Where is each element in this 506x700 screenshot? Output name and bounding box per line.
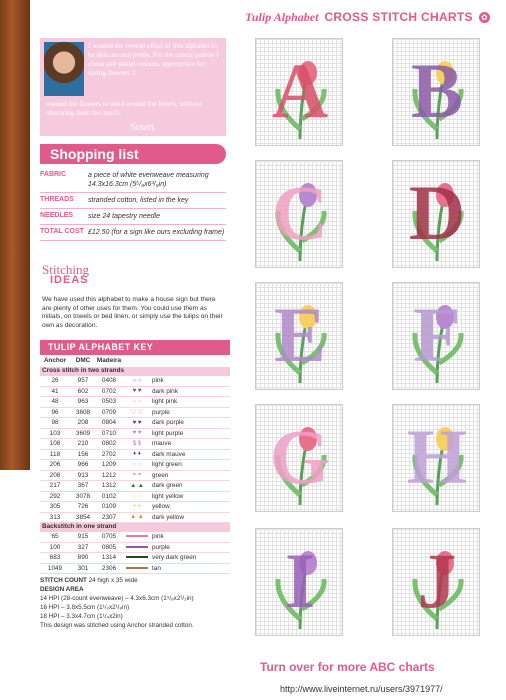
dmc-cell: 602 <box>77 387 89 395</box>
page-header <box>245 8 505 26</box>
key-footer <box>40 576 230 630</box>
tulip-motif-icon <box>256 529 344 637</box>
shopping-title: Shopping list <box>50 146 139 162</box>
dmc-cell: 957 <box>77 377 89 385</box>
item-key: FABRIC <box>40 171 67 178</box>
madeira-cell: 0804 <box>101 419 117 427</box>
dmc-cell: 327 <box>77 543 89 551</box>
signature: Susan. <box>130 122 157 133</box>
table-row <box>40 553 230 564</box>
stitch-symbol-icon: ♡ ♡ <box>130 409 144 416</box>
madeira-cell: 2306 <box>101 564 117 572</box>
madeira-cell: 0702 <box>101 387 117 395</box>
madeira-cell: 0102 <box>101 492 117 500</box>
source-url: http://www.liveinternet.ru/users/3971977/ <box>280 684 443 694</box>
key-header <box>40 357 230 367</box>
dmc-cell: 3608 <box>75 408 91 416</box>
anchor-cell: 100 <box>49 543 61 551</box>
table-row <box>40 502 230 513</box>
anchor-cell: 103 <box>49 429 61 437</box>
dmc-cell: 3854 <box>75 513 91 521</box>
design-area-label: DESIGN AREA <box>40 586 84 593</box>
colour-name: dark mauve <box>152 450 186 458</box>
colour-name: purple <box>152 408 170 416</box>
anchor-cell: 98 <box>51 419 59 427</box>
table-row <box>40 471 230 482</box>
key-section-cross: Cross stitch in two strands <box>40 367 230 376</box>
list-item <box>40 193 226 209</box>
colour-name: purple <box>152 543 170 551</box>
chart-letter-f <box>392 282 480 390</box>
quote-text-b: wanted the flowers to wind around the letters, without obscuring them too much. <box>46 100 202 117</box>
chart-letter-i <box>255 528 343 636</box>
colour-name: pink <box>152 533 164 541</box>
anchor-cell: 1049 <box>47 564 63 572</box>
anchor-cell: 683 <box>49 554 61 562</box>
list-item <box>40 209 226 225</box>
dmc-cell: 890 <box>77 554 89 562</box>
chart-letter-text: C <box>271 169 329 256</box>
madeira-cell: 0408 <box>101 377 117 385</box>
backstitch-line <box>122 555 152 561</box>
tulip-motif-icon <box>393 405 481 513</box>
chart-letter-text: H <box>406 413 468 500</box>
tulip-motif-icon <box>256 405 344 513</box>
madeira-cell: 2702 <box>101 450 117 458</box>
colour-name: green <box>152 471 169 479</box>
anchor-cell: 41 <box>51 387 59 395</box>
chart-letter-text: J <box>417 537 457 624</box>
anchor-cell: 65 <box>51 533 59 541</box>
table-row <box>40 532 230 543</box>
colour-name: yellow <box>152 503 170 511</box>
ideas-subtitle: IDEAS <box>50 274 89 286</box>
table-row <box>40 429 230 440</box>
table-row <box>40 513 230 524</box>
anchor-cell: 26 <box>51 377 59 385</box>
designer-quote <box>40 38 226 136</box>
dmc-cell: 913 <box>77 471 89 479</box>
chart-letter-c <box>255 160 343 268</box>
table-row <box>40 481 230 492</box>
colour-name: pink <box>152 377 164 385</box>
anchor-cell: 118 <box>49 450 61 458</box>
chart-letter-g <box>255 404 343 512</box>
shopping-list <box>40 168 226 241</box>
table-row <box>40 543 230 554</box>
table-row <box>40 564 230 575</box>
anchor-cell: 208 <box>49 471 61 479</box>
madeira-cell: 0802 <box>101 440 117 448</box>
turn-over-text: Turn over for more ABC charts <box>260 660 435 674</box>
chart-letter-h <box>392 404 480 512</box>
colour-name: light pink <box>152 398 178 406</box>
thread-key <box>40 357 230 630</box>
chart-letter-text: B <box>410 47 464 134</box>
stitch-symbol-icon: ♥ ♥ <box>132 388 142 395</box>
dmc-cell: 966 <box>77 461 89 469</box>
stitch-symbol-icon: ▲ ▲ <box>130 514 144 521</box>
design-area-18: 18 HPI – 3.3x4.7cm (1¹/₄x2in) <box>40 613 123 620</box>
stitch-symbol-icon: $ $ <box>132 440 142 447</box>
chart-letter-text: E <box>273 291 327 378</box>
chart-letter-text: I <box>284 537 316 624</box>
colour-name: very dark green <box>152 554 197 562</box>
stitch-symbol-icon: ▲ ▲ <box>130 482 144 489</box>
dmc-cell: 915 <box>77 533 89 541</box>
chart-letter-text: A <box>271 47 329 134</box>
anchor-cell: 108 <box>49 440 61 448</box>
magazine-page <box>30 0 506 700</box>
chart-letter-a <box>255 38 343 146</box>
tulip-motif-icon <box>393 283 481 391</box>
dmc-cell: 726 <box>77 503 89 511</box>
colour-name: dark purple <box>152 419 184 427</box>
stitch-symbol-icon: ♦ ♦ <box>133 451 141 458</box>
anchor-cell: 96 <box>51 408 59 416</box>
anchor-cell: 206 <box>49 461 61 469</box>
quote-text-a: I wanted the overall effect of this alphabet to be delicate and pretty. For the colour palette I chose soft pastel colours, appropriate for spring flowers. I <box>88 42 219 77</box>
stitch-symbol-icon: ○ ○ <box>132 461 142 468</box>
ideas-title: Stitching <box>42 262 89 277</box>
table-row <box>40 408 230 419</box>
dmc-cell: 963 <box>77 398 89 406</box>
stitch-symbol-icon: + + <box>132 503 142 510</box>
stitch-symbol-icon: ◇ ◇ <box>131 493 143 500</box>
item-value: a piece of white evenweave measuring 14.3x16.3cm (5⁵/₈x6³/₈in) <box>88 172 209 188</box>
table-row <box>40 387 230 398</box>
madeira-cell: 0710 <box>101 429 117 437</box>
chart-letter-text: G <box>269 413 331 500</box>
design-area-16: 16 HPI – 3.8x5.5cm (1¹/₂x2¹/₈in) <box>40 604 130 611</box>
chart-letter-text: F <box>413 291 461 378</box>
key-title-bar <box>40 340 230 355</box>
design-area-14: 14 HPI (28-count evenweave) – 4.3x6.3cm (1⁵/₈x2¹/₂in) <box>40 595 194 602</box>
table-row <box>40 418 230 429</box>
tulip-motif-icon <box>256 283 344 391</box>
item-value: size 24 tapestry needle <box>88 213 160 220</box>
header-italic-title: Tulip Alphabet <box>245 9 319 24</box>
anchor-cell: 305 <box>49 503 61 511</box>
dmc-cell: 301 <box>77 564 89 572</box>
madeira-cell: 1314 <box>101 554 117 562</box>
colour-name: dark yellow <box>152 513 184 521</box>
anchor-cell: 217 <box>49 482 61 490</box>
key-title: TULIP ALPHABET KEY <box>48 342 154 352</box>
col-dmc: DMC <box>75 357 91 364</box>
colour-name: tan <box>152 564 161 572</box>
table-row <box>40 376 230 387</box>
colour-name: light purple <box>152 429 184 437</box>
key-section-back: Backstitch in one strand <box>40 523 230 532</box>
item-value: £12.50 (for a sign like ours excluding frame) <box>88 229 225 236</box>
colour-name: light yellow <box>152 492 184 500</box>
madeira-cell: 0709 <box>101 408 117 416</box>
dmc-cell: 3078 <box>75 492 91 500</box>
tulip-motif-icon <box>256 161 344 269</box>
stitch-symbol-icon: ○ ○ <box>132 398 142 405</box>
madeira-cell: 0705 <box>101 533 117 541</box>
table-row <box>40 397 230 408</box>
colour-name: dark green <box>152 482 183 490</box>
madeira-cell: 0503 <box>101 398 117 406</box>
list-item <box>40 225 226 241</box>
dmc-cell: 367 <box>77 482 89 490</box>
stitch-symbol-icon: = = <box>132 472 142 479</box>
item-value: stranded cotton, listed in the key <box>88 197 189 204</box>
dmc-cell: 156 <box>77 450 89 458</box>
chart-letter-j <box>392 528 480 636</box>
stitch-count-label: STITCH COUNT <box>40 577 87 584</box>
stitch-symbol-icon: ○ ○ <box>132 377 142 384</box>
backstitch-line <box>122 534 152 540</box>
col-anchor: Anchor <box>43 357 67 364</box>
table-row <box>40 439 230 450</box>
anchor-cell: 48 <box>51 398 59 406</box>
stitch-symbol-icon: ♥ ♥ <box>132 419 142 426</box>
shopping-title-bar <box>40 144 226 164</box>
dmc-cell: 210 <box>77 440 89 448</box>
backstitch-line <box>122 544 152 550</box>
dmc-cell: 208 <box>77 419 89 427</box>
tulip-motif-icon <box>393 39 481 147</box>
chart-letter-d <box>392 160 480 268</box>
backstitch-line <box>122 565 152 571</box>
chart-letter-text: D <box>408 169 466 256</box>
col-madeira: Madeira <box>96 357 122 364</box>
madeira-cell: 1209 <box>101 461 117 469</box>
dmc-cell: 3609 <box>75 429 91 437</box>
tulip-motif-icon <box>393 161 481 269</box>
madeira-cell: 1212 <box>101 471 117 479</box>
wood-edge <box>0 0 30 470</box>
madeira-cell: 1312 <box>101 482 117 490</box>
stitch-symbol-icon: ♥ ♥ <box>132 430 142 437</box>
table-row <box>40 492 230 503</box>
madeira-cell: 0109 <box>101 503 117 511</box>
anchor-cell: 292 <box>49 492 61 500</box>
colour-name: mauve <box>152 440 172 448</box>
tulip-motif-icon <box>256 39 344 147</box>
item-key: NEEDLES <box>40 212 74 219</box>
madeira-cell: 0805 <box>101 543 117 551</box>
colour-name: light green <box>152 461 182 469</box>
tulip-motif-icon <box>393 529 481 637</box>
colour-name: dark pink <box>152 387 178 395</box>
madeira-cell: 2307 <box>101 513 117 521</box>
key-note: This design was stitched using Anchor stranded cotton. <box>40 622 194 629</box>
ideas-body: We have used this alphabet to make a house sign but there are plenty of other uses for them. You could use them as initials, on towels or bed linen, or simply use the tulips on their own as decoration. <box>42 296 223 329</box>
table-row <box>40 460 230 471</box>
table-row <box>40 450 230 461</box>
list-item <box>40 168 226 193</box>
header-title: CROSS STITCH CHARTS <box>324 10 473 24</box>
designer-photo <box>44 42 84 96</box>
cross-icon: ✿ <box>479 12 490 23</box>
item-key: THREADS <box>40 196 74 203</box>
chart-letter-e <box>255 282 343 390</box>
item-key: TOTAL COST <box>40 228 84 235</box>
anchor-cell: 313 <box>49 513 61 521</box>
chart-letter-b <box>392 38 480 146</box>
stitch-count: 24 high x 35 wide <box>88 577 138 584</box>
